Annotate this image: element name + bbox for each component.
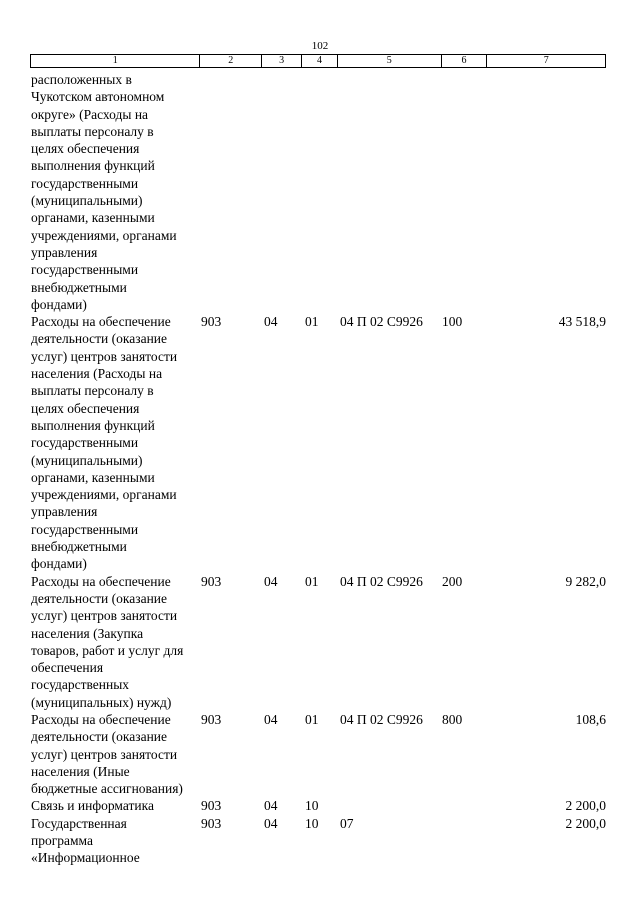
row-name-line: выплаты персоналу в bbox=[31, 383, 154, 399]
cell-col-3: 04 bbox=[264, 573, 278, 589]
cell-col-2: 903 bbox=[201, 798, 222, 814]
row-name-line: программа bbox=[31, 833, 93, 849]
row-name-line: Связь и информатика bbox=[31, 798, 154, 814]
cell-col-4: 01 bbox=[305, 711, 319, 727]
cell-col-3: 04 bbox=[264, 798, 278, 814]
row-name bbox=[0, 313, 640, 572]
row-name-line: деятельности (оказание bbox=[31, 729, 168, 745]
table-body bbox=[0, 71, 640, 867]
header-col-6: 6 bbox=[442, 55, 488, 67]
row-name-line: населения (Расходы на bbox=[31, 366, 163, 382]
cell-col-2: 903 bbox=[201, 815, 222, 831]
row-name bbox=[0, 797, 640, 814]
header-col-5: 5 bbox=[338, 55, 442, 67]
row-name-line: населения (Иные bbox=[31, 763, 130, 779]
row-name-line: органами, казенными bbox=[31, 210, 155, 226]
row-name-line: (муниципальных) нужд) bbox=[31, 694, 172, 710]
row-name-line: (муниципальными) bbox=[31, 193, 143, 209]
cell-col-6: 200 bbox=[442, 573, 463, 589]
row-name-line: государственных bbox=[31, 677, 130, 693]
row-name-line: управления bbox=[31, 244, 98, 260]
row-name-line: учреждениями, органами bbox=[31, 227, 177, 243]
header-col-1: 1 bbox=[31, 55, 200, 67]
row-name-line: расположенных в bbox=[31, 72, 132, 87]
row-name-line: бюджетные ассигнования) bbox=[31, 781, 183, 797]
cell-col-4: 10 bbox=[305, 815, 319, 831]
table-row bbox=[0, 797, 640, 814]
cell-col-5: 07 bbox=[340, 815, 354, 831]
table-row bbox=[0, 711, 640, 797]
table-row bbox=[0, 573, 640, 711]
row-name-line: фондами) bbox=[31, 296, 87, 312]
cell-col-4: 10 bbox=[305, 798, 319, 814]
row-name bbox=[0, 71, 640, 313]
row-name-line: внебюджетными bbox=[31, 279, 127, 295]
table-row bbox=[0, 815, 640, 867]
row-name bbox=[0, 711, 640, 797]
cell-col-5: 04 П 02 С9926 bbox=[340, 573, 423, 589]
header-col-2: 2 bbox=[200, 55, 262, 67]
row-name-line: Расходы на обеспечение bbox=[31, 573, 171, 589]
cell-col-7: 2 200,0 bbox=[565, 798, 606, 814]
cell-col-6: 100 bbox=[442, 314, 463, 330]
row-name-line: деятельности (оказание bbox=[31, 590, 168, 606]
row-name-line: учреждениями, органами bbox=[31, 487, 177, 503]
row-name-line: выплаты персоналу в bbox=[31, 123, 154, 139]
row-name-line: «Информационное bbox=[31, 850, 140, 866]
cell-col-4: 01 bbox=[305, 573, 319, 589]
row-name-line: товаров, работ и услуг для bbox=[31, 642, 184, 658]
row-name-line: обеспечения bbox=[31, 660, 104, 676]
header-col-3: 3 bbox=[262, 55, 302, 67]
cell-col-3: 04 bbox=[264, 711, 278, 727]
cell-col-4: 01 bbox=[305, 314, 319, 330]
cell-col-7: 43 518,9 bbox=[558, 314, 606, 330]
header-col-4: 4 bbox=[302, 55, 338, 67]
cell-col-3: 04 bbox=[264, 314, 278, 330]
cell-col-2: 903 bbox=[201, 711, 222, 727]
row-name-line: целях обеспечения bbox=[31, 141, 140, 157]
cell-col-6: 800 bbox=[442, 711, 463, 727]
row-name-line: услуг) центров занятости bbox=[31, 608, 178, 624]
cell-col-2: 903 bbox=[201, 573, 222, 589]
row-name-line: Чукотском автономном bbox=[31, 89, 165, 105]
row-name-line: государственными bbox=[31, 175, 139, 191]
row-name-line: внебюджетными bbox=[31, 539, 127, 555]
row-name-line: государственными bbox=[31, 262, 139, 278]
row-name-line: выполнения функций bbox=[31, 417, 155, 433]
row-name-line: выполнения функций bbox=[31, 158, 155, 174]
row-name-line: населения (Закупка bbox=[31, 625, 144, 641]
row-name-line: органами, казенными bbox=[31, 469, 155, 485]
row-name-line: услуг) центров занятости bbox=[31, 348, 178, 364]
table-header bbox=[30, 54, 606, 68]
row-name-line: государственными bbox=[31, 521, 139, 537]
row-name-line: деятельности (оказание bbox=[31, 331, 168, 347]
row-name-line: Расходы на обеспечение bbox=[31, 711, 171, 727]
row-name-line: фондами) bbox=[31, 556, 87, 572]
page-number: 102 bbox=[311, 40, 329, 52]
row-name-line: государственными bbox=[31, 435, 139, 451]
cell-col-3: 04 bbox=[264, 815, 278, 831]
row-name bbox=[0, 573, 640, 711]
row-name-line: Расходы на обеспечение bbox=[31, 314, 171, 330]
cell-col-5: 04 П 02 С9926 bbox=[340, 314, 423, 330]
cell-col-7: 9 282,0 bbox=[565, 573, 606, 589]
row-name-line: управления bbox=[31, 504, 98, 520]
row-name-line: Государственная bbox=[31, 815, 127, 831]
cell-col-2: 903 bbox=[201, 314, 222, 330]
row-name-line: округе» (Расходы на bbox=[31, 106, 149, 122]
table-row bbox=[0, 313, 640, 572]
row-name-line: услуг) центров занятости bbox=[31, 746, 178, 762]
table-row bbox=[0, 71, 640, 313]
cell-col-5: 04 П 02 С9926 bbox=[340, 711, 423, 727]
row-name-line: (муниципальными) bbox=[31, 452, 143, 468]
row-name-line: целях обеспечения bbox=[31, 400, 140, 416]
row-name bbox=[0, 815, 640, 867]
cell-col-7: 108,6 bbox=[575, 711, 606, 727]
header-col-7: 7 bbox=[543, 55, 549, 66]
cell-col-7: 2 200,0 bbox=[565, 815, 606, 831]
